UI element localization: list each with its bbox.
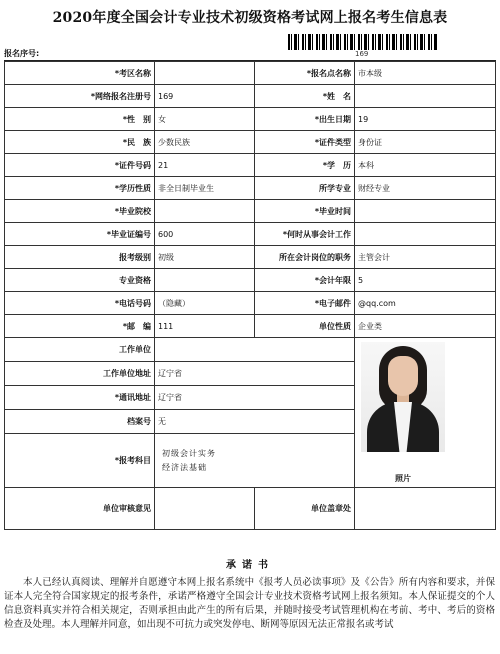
- exam-site-value: 市本级: [355, 62, 496, 85]
- candidate-info-table: [4, 61, 496, 530]
- page-title: 2020年度全国会计专业技术初级资格考试网上报名考生信息表: [52, 10, 448, 26]
- major-label: 所学专业: [255, 177, 355, 200]
- barcode: [288, 34, 438, 50]
- barcode-number: 169: [355, 50, 369, 58]
- archive-number-label: 档案号: [5, 410, 155, 434]
- id-type-value: 身份证: [355, 131, 496, 154]
- employer-address-value: 辽宁省: [155, 362, 355, 386]
- education-label: *学 历: [255, 154, 355, 177]
- subjects-label: *报考科目: [5, 434, 155, 488]
- grad-time-value: [355, 200, 496, 223]
- email-label: *电子邮件: [255, 292, 355, 315]
- archive-number-value: 无: [155, 410, 355, 434]
- gender-value: 女: [155, 108, 255, 131]
- accounting-years-label: *会计年限: [255, 269, 355, 292]
- exam-level-value: 初级: [155, 246, 255, 269]
- promise-text: 本人已经认真阅读、理解并自愿遵守本网上报名系统中《报考人员必读事项》及《公告》所有内容和要求，并保证本人完全符合国家规定的报考条件，承诺严格遵守全国会计专业技术资格考试网上报名须知。本人保证提交的个人信息资料真实并符合相关规定，否则承担由此产生的所有后果，并随时接受考试管理机构在考前、考中、考后的资格检查及处理。本人理解并同意，如出现不可抗力或突发停电、断网等原因无法正常报名或考试: [4, 577, 495, 630]
- applicant-photo: [361, 342, 445, 452]
- unit-seal-label: 单位盖章处: [255, 488, 355, 530]
- exam-area-label: *考区名称: [5, 62, 155, 85]
- registration-number-label: 报名序号:: [4, 49, 40, 58]
- employer-value: [155, 338, 355, 362]
- subject-item: 经济法基础: [162, 462, 207, 472]
- gender-label: *性 别: [5, 108, 155, 131]
- major-value: 财经专业: [355, 177, 496, 200]
- diploma-number-label: *毕业证编号: [5, 223, 155, 246]
- phone-value: （隐藏）: [155, 292, 255, 315]
- online-reg-label: *网络报名注册号: [5, 85, 155, 108]
- mailing-address-label: *通讯地址: [5, 386, 155, 410]
- exam-area-value: [155, 62, 255, 85]
- mailing-address-value: 辽宁省: [155, 386, 355, 410]
- org-type-label: 单位性质: [255, 315, 355, 338]
- subjects-value: [155, 434, 355, 488]
- position-label: 所在会计岗位的职务: [255, 246, 355, 269]
- employer-address-label: 工作单位地址: [5, 362, 155, 386]
- qualification-value: [155, 269, 255, 292]
- qualification-label: 专业资格: [5, 269, 155, 292]
- online-reg-value: 169: [155, 85, 255, 108]
- exam-site-label: *报名点名称: [255, 62, 355, 85]
- name-value: [355, 85, 496, 108]
- education-value: 本科: [355, 154, 496, 177]
- org-type-value: 企业类: [355, 315, 496, 338]
- ethnicity-value: 少数民族: [155, 131, 255, 154]
- photo-cell: [355, 338, 496, 488]
- unit-seal-value: [355, 488, 496, 530]
- accounting-years-value: 5: [355, 269, 496, 292]
- employer-label: 工作单位: [5, 338, 155, 362]
- ethnicity-label: *民 族: [5, 131, 155, 154]
- birthday-label: *出生日期: [255, 108, 355, 131]
- unit-review-label: 单位审核意见: [5, 488, 155, 530]
- school-label: *毕业院校: [5, 200, 155, 223]
- id-type-label: *证件类型: [255, 131, 355, 154]
- work-start-label: *何时从事会计工作: [255, 223, 355, 246]
- exam-level-label: 报考级别: [5, 246, 155, 269]
- school-value: [155, 200, 255, 223]
- email-value: @qq.com: [355, 292, 496, 315]
- diploma-number-value: 600: [155, 223, 255, 246]
- postcode-value: 111: [155, 315, 255, 338]
- postcode-label: *邮 编: [5, 315, 155, 338]
- edu-nature-value: 非全日制毕业生: [155, 177, 255, 200]
- edu-nature-label: *学历性质: [5, 177, 155, 200]
- phone-label: *电话号码: [5, 292, 155, 315]
- birthday-value: 19: [355, 108, 496, 131]
- grad-time-label: *毕业时间: [255, 200, 355, 223]
- position-value: 主管会计: [355, 246, 496, 269]
- subject-item: 初级会计实务: [162, 448, 216, 458]
- unit-review-value: [155, 488, 255, 530]
- name-label: *姓 名: [255, 85, 355, 108]
- id-number-label: *证件号码: [5, 154, 155, 177]
- work-start-value: [355, 223, 496, 246]
- photo-label: 照片: [395, 474, 411, 483]
- id-number-value: 21: [155, 154, 255, 177]
- promise-title: 承诺书: [226, 560, 274, 571]
